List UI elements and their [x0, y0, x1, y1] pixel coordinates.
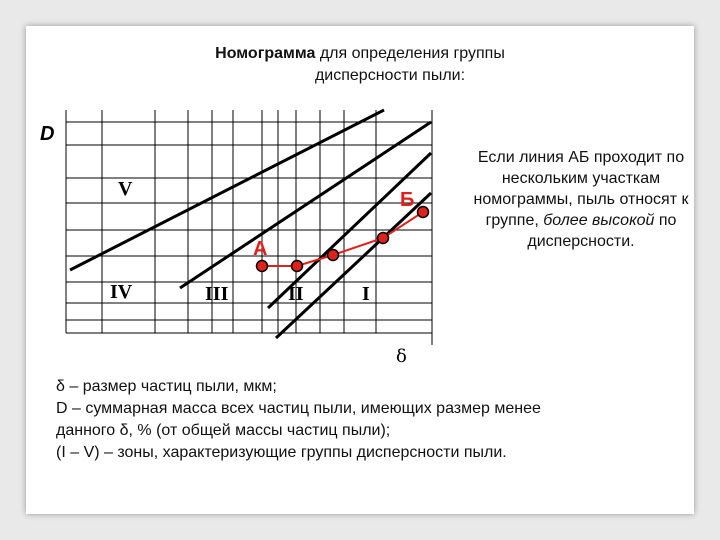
- point-b-marker: [418, 207, 429, 218]
- title-rest: для определения группы: [315, 45, 505, 62]
- note-part2: по дисперсности.: [527, 212, 677, 250]
- point-marker: [378, 233, 389, 244]
- legend-line-d-cont: данного δ, % (от общей массы частиц пыли);: [56, 422, 391, 439]
- zone-label-ii: II: [288, 283, 304, 305]
- note-italic: более высокой: [543, 212, 655, 229]
- zone-boundaries: [70, 110, 431, 338]
- title-line2: дисперсности пыли:: [314, 67, 466, 84]
- point-a-label: А: [253, 238, 268, 260]
- point-a-marker: [257, 261, 268, 272]
- legend-line-zones: (I – V) – зоны, характеризующие группы дисперсности пыли.: [56, 444, 507, 461]
- zone-label-i: I: [362, 283, 370, 305]
- point-marker: [328, 250, 339, 261]
- point-b-label: Б: [400, 189, 415, 211]
- grid: [66, 110, 432, 345]
- zone-label-iv: IV: [110, 281, 133, 303]
- legend-line-d: D – суммарная масса всех частиц пыли, имеющих размер менее: [56, 400, 541, 417]
- legend: [56, 376, 696, 464]
- zone-label-iii: III: [205, 283, 229, 305]
- legend-line-delta: δ – размер частиц пыли, мкм;: [56, 378, 277, 395]
- x-axis-label: δ: [396, 346, 407, 367]
- y-axis-label: D: [40, 123, 55, 145]
- note-text: [472, 147, 690, 252]
- title-bold: Номограмма: [215, 45, 316, 62]
- zone-label-v: V: [118, 178, 133, 200]
- point-marker: [292, 261, 303, 272]
- note-part1: Если линия АБ проходит по нескольким участкам номограммы, пыль относят к группе,: [473, 149, 689, 229]
